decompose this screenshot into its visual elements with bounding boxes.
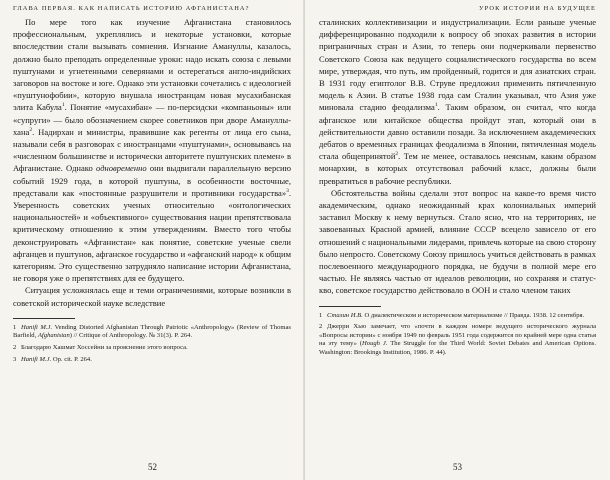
left-footnotes [13, 324, 291, 364]
footnote: 1 Hanifi M.J. Vending Distorted Afghanistan Through Patriotic «Anthropology» (Review of Thomas Barfield, Afghanistan) // Critique of Anthropology. № 31(3). P. 264. [13, 323, 291, 340]
left-body-text [13, 16, 291, 309]
footnote: 2 Благодарю Хашмат Хоссейни за прояснение этого вопроса. [13, 344, 188, 352]
footnote-ref-3[interactable]: 3 [286, 188, 289, 194]
left-paragraph-2: Ситуация усложнялась еще и теми ограничениями, которые возникли в советской исторической науке вследствие [13, 285, 291, 308]
footnote: 1 Сталин И.В. О диалектическом и историческом материализме // Правда. 1938. 12 сентября. [319, 311, 585, 319]
right-body-text [319, 16, 596, 297]
right-paragraph-1: сталинских коллективизации и индустриализации. Если раньше ученые дифференцированно подходили к вопросу об эпохах развития в истории приграничных стран и Азии, то теперь они подчеркивали первенство Советского Союза как ведущего социалистического государства во всем мире, утверждая, что путь, им пройденный, годится и для азиатских стран. В 1931 году египтолог В.В. Струве предложил применить пятичленную модель к Азии. В статье 1938 года сам Сталин указывал, что Азия уже миновала стадию феодализма$^1$. Таким образом, он считал, что когда афганское или китайское общества пройдут этап, который они в действительности давно оставили позади. За исключением академических дебатов о временных границах феодализма в Японии, пятичленная модель стала общепринятой$^2$. Тем не менее, оставалось неясным, каким образом монархии, в которых отсутствовал рабочий класс, должны были превратиться в рабочие республики. [319, 17, 596, 186]
left-paragraph-1: По мере того как изучение Афганистана становилось профессиональным, укреплялись и некоторые установки, которые впоследствии стали вызывать сомнения. Изгнание Амануллы, казалось, должно было преподать определенные уроки: надо искать союза с левыми пуштунами и угнетенными северянами и остерегаться англо-индийских заговоров на востоке и юге. Однако эти установки сочетались с идеологией «пуштунофобии», которую внушала иностранцам новая мусахибанская элита Кабула$^1$. Понятие «мусахибан» — по-персидски «компаньоны» или «супруги» — было обозначением скорее советников при дворе Амануллы-хана$^2$. Надирхан и министры, правившие как регенты от лица его сына, называли себя в разговорах с иностранцами «пуштунами», основываясь на «численном большинстве и исторически авторитете пуштунских племен» в Афганистане. Однако одновременно они выдвигали параллельную версию событий 1929 года, в которой пуштуны, в особенности восточные, представали как «постоянные разрушители и противники государства»$^3$. Уверенность советских ученых относительно «онтологических национальностей» и «объективного» существования нации препятствовала критическому отношению к этим утверждениям. Вместо того чтобы деконструировать «Афганистан» как понятие, советские ученые свели афганцев и пуштунов, афганское государство и «афганский народ» к общим категориям. Это существенно затрудняло написание истории Афганистана, не говоря уже о препятствиях для ее будущего. [13, 17, 291, 284]
footnote-ref-1[interactable]: 1 [434, 102, 438, 109]
footnote: 3 Hanifi M.J. Op. cit. P. 264. [13, 355, 92, 363]
right-paragraph-2: Обстоятельства войны сделали этот вопрос на какое-то время чисто академическим, однако неожиданный крах колониальных империй заставил Москву к нему вернуться. Стало ясно, что на территориях, не завоеванных Красной армией, влияние СССР всецело зависело от его отношений с национальными лидерами, привлечь которые на свою сторону было непросто. Советскому Союзу пришлось учиться действовать в рамках послевоенного международного порядка, не будучи в полной мере его частью. Не являясь частью от идеалов революции, но сохраняя и статус-кво, советское государство действовало в ООН и стало членом таких [319, 187, 596, 296]
page-number-left: 52 [148, 462, 157, 472]
footnote-ref-2[interactable]: 2 [29, 126, 33, 133]
running-head-left: ГЛАВА ПЕРВАЯ. КАК НАПИСАТЬ ИСТОРИЮ АФГАНИСТАНА? [13, 5, 250, 12]
footnote-rule [13, 318, 75, 319]
footnote-ref-2[interactable]: 2 [395, 151, 399, 158]
right-footnotes [319, 312, 596, 358]
right-page [305, 0, 610, 480]
running-head-right: УРОК ИСТОРИИ НА БУДУЩЕЕ [479, 5, 596, 12]
footnote-rule [319, 306, 381, 307]
footnote-ref-1[interactable]: 1 [61, 102, 65, 109]
page-number-right: 53 [453, 462, 462, 472]
footnote: 2 Джерри Хью замечает, что «почти в каждом номере ведущего исторического журнала «Вопросы истории» с ноября 1949 по февраль 1951 года содержится по крайней мере одна статья на эту тему» (Hough J. The Struggle for the Third World: Soviet Debates and American Options. Washington: Brookings Institution, 1986. P. 44). [319, 323, 596, 357]
